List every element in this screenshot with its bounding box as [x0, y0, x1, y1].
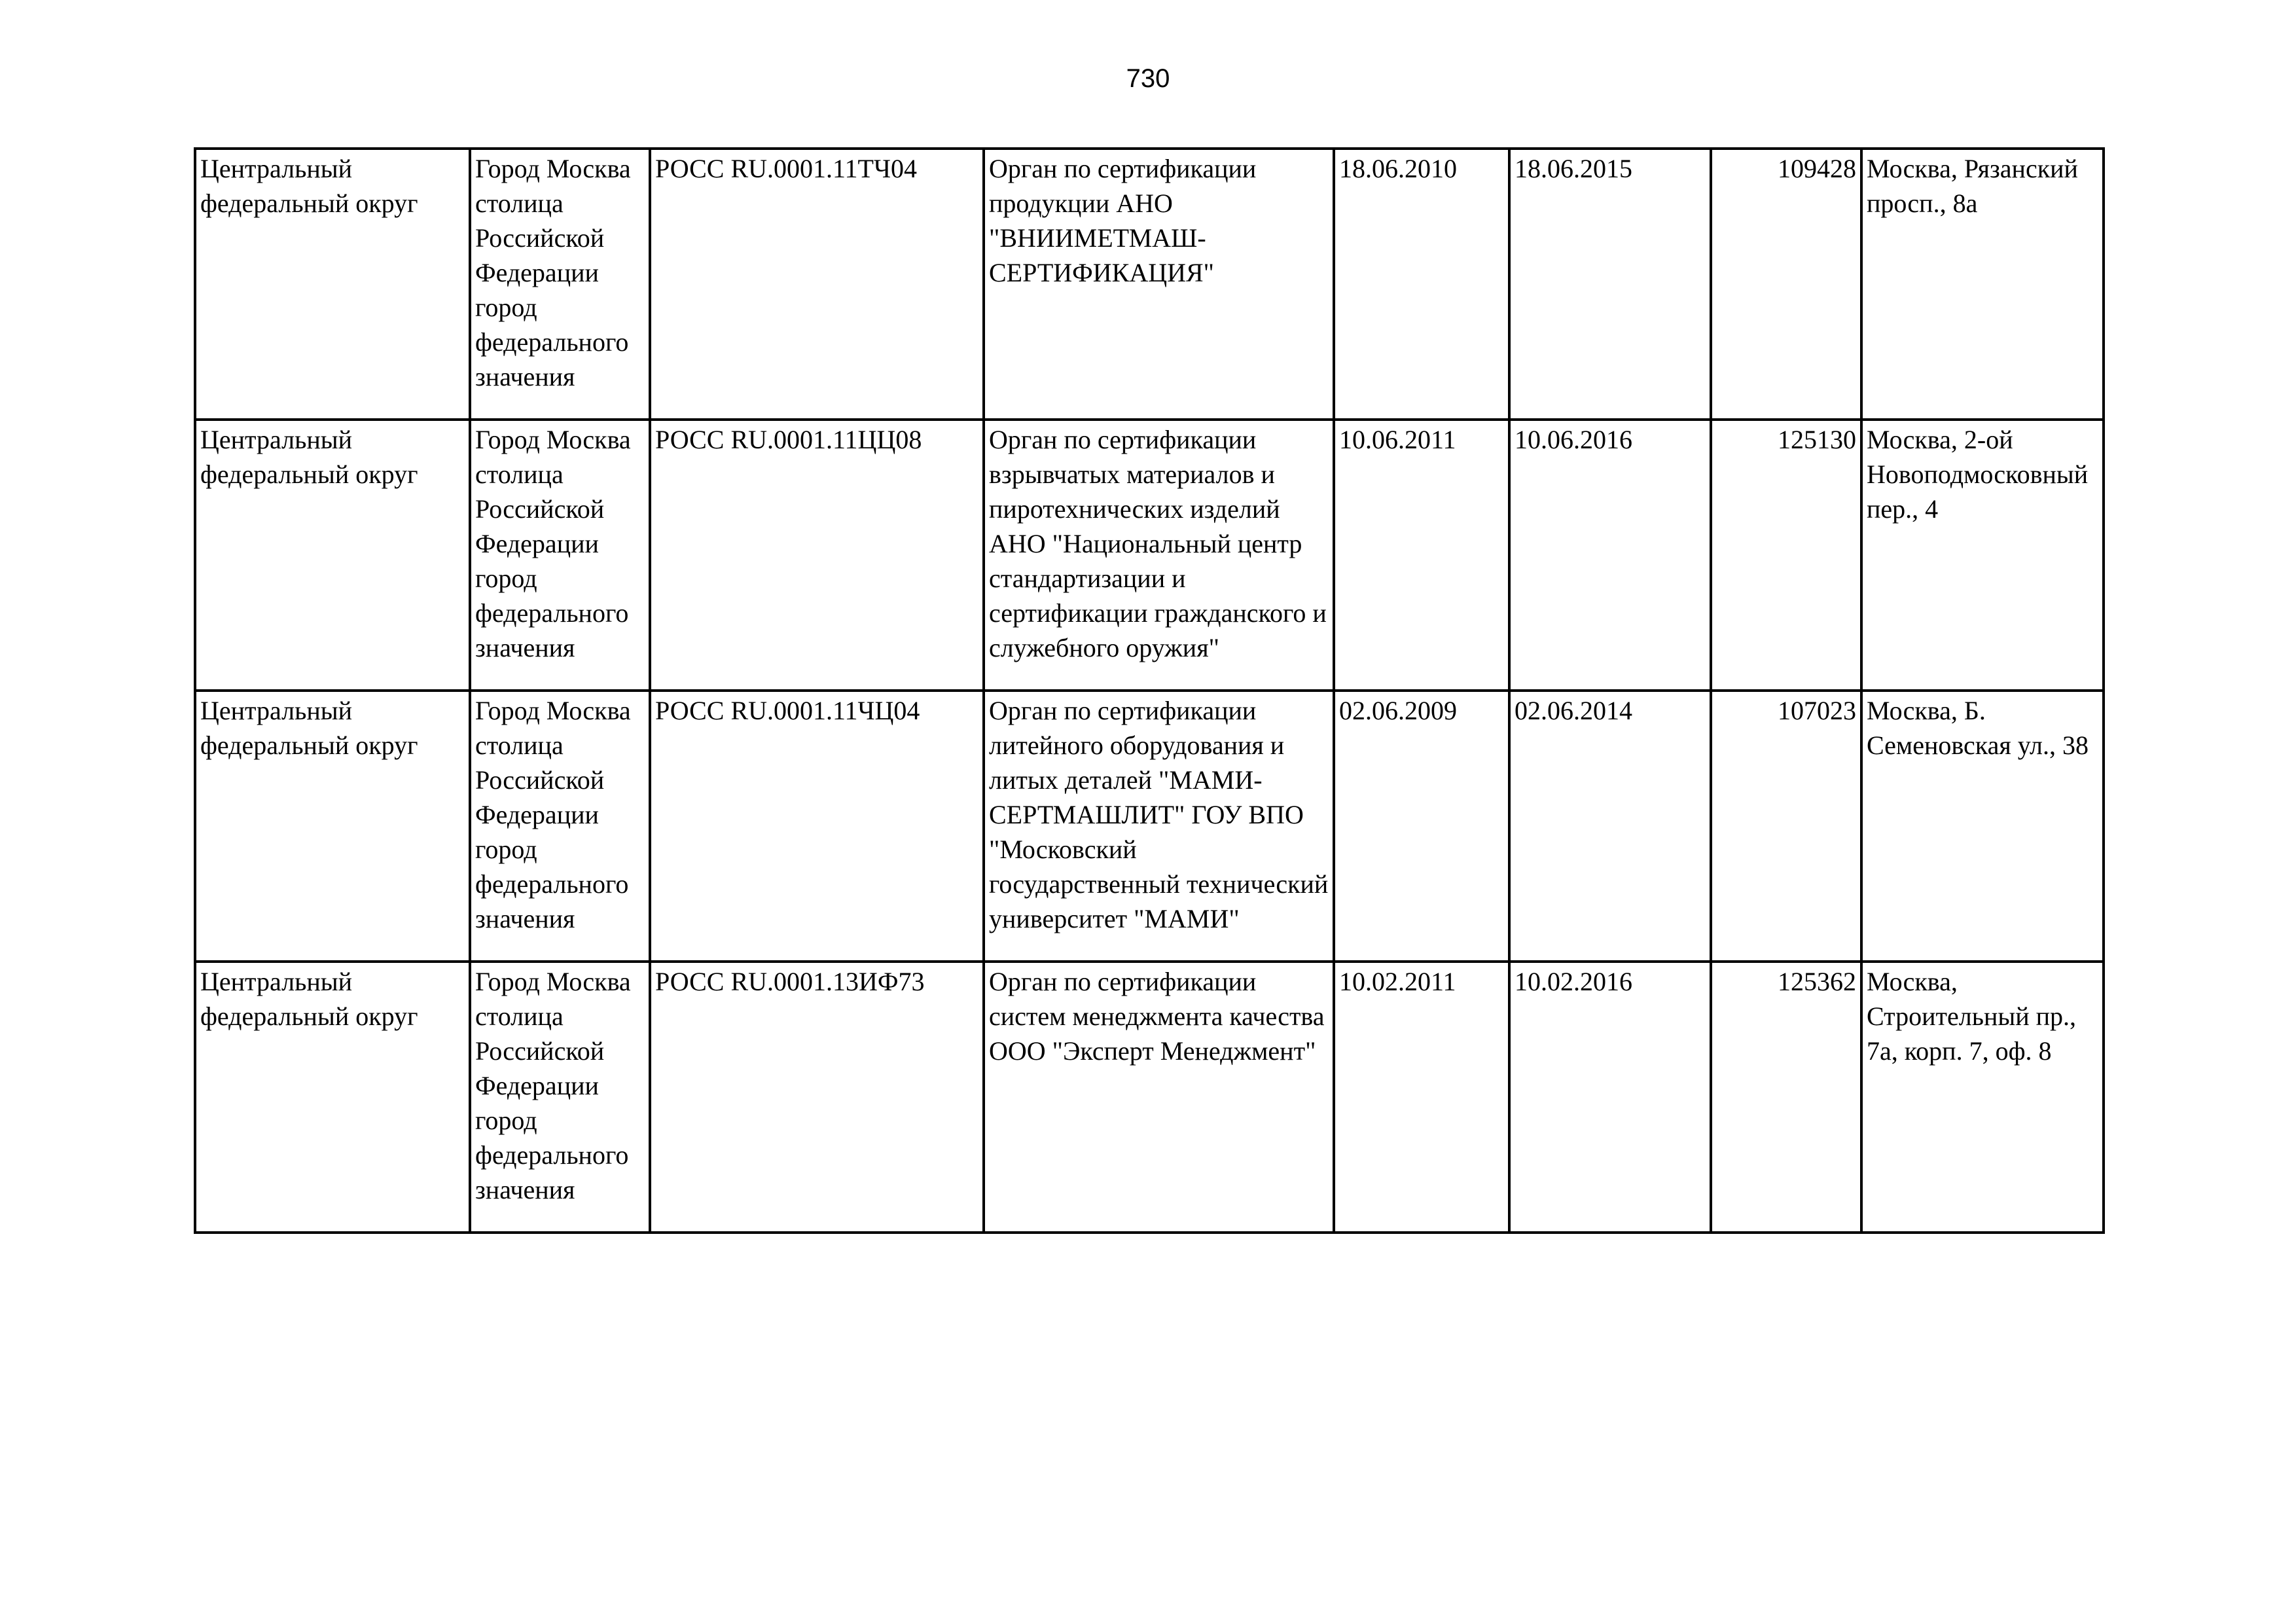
date-from-cell: 10.02.2011: [1334, 962, 1509, 1233]
district-cell: Центральный федеральный округ: [195, 149, 470, 420]
table-row: [195, 691, 2104, 962]
region-cell: Город Москва столица Российской Федерации город федерального значения: [470, 962, 650, 1233]
table-row: [195, 420, 2104, 691]
address-cell: Москва, 2-ой Новоподмосковный пер., 4: [1861, 420, 2104, 691]
district-cell: Центральный федеральный округ: [195, 691, 470, 962]
address-cell: Москва, Строительный пр., 7а, корп. 7, оф. 8: [1861, 962, 2104, 1233]
address-cell: Москва, Б. Семеновская ул., 38: [1861, 691, 2104, 962]
certification-bodies-table: [194, 147, 2105, 1234]
date-to-cell: 02.06.2014: [1509, 691, 1711, 962]
organization-cell: Орган по сертификации продукции АНО "ВНИИМЕТМАШ-СЕРТИФИКАЦИЯ": [984, 149, 1334, 420]
cert-number-cell: РОСС RU.0001.13ИФ73: [650, 962, 984, 1233]
organization-cell: Орган по сертификации взрывчатых материалов и пиротехнических изделий АНО "Национальный центр стандартизации и сертификации гражданского и служебного оружия": [984, 420, 1334, 691]
postal-code-cell: 125130: [1711, 420, 1861, 691]
date-from-cell: 02.06.2009: [1334, 691, 1509, 962]
date-from-cell: 10.06.2011: [1334, 420, 1509, 691]
cert-number-cell: РОСС RU.0001.11ЦЦ08: [650, 420, 984, 691]
address-cell: Москва, Рязанский просп., 8а: [1861, 149, 2104, 420]
table-row: [195, 149, 2104, 420]
postal-code-cell: 125362: [1711, 962, 1861, 1233]
cert-number-cell: РОСС RU.0001.11ЧЦ04: [650, 691, 984, 962]
page-number: 730: [1126, 64, 1170, 93]
organization-cell: Орган по сертификации систем менеджмента качества ООО "Эксперт Менеджмент": [984, 962, 1334, 1233]
table-row: [195, 962, 2104, 1233]
district-cell: Центральный федеральный округ: [195, 962, 470, 1233]
postal-code-cell: 109428: [1711, 149, 1861, 420]
region-cell: Город Москва столица Российской Федерации город федерального значения: [470, 149, 650, 420]
date-from-cell: 18.06.2010: [1334, 149, 1509, 420]
date-to-cell: 10.06.2016: [1509, 420, 1711, 691]
date-to-cell: 10.02.2016: [1509, 962, 1711, 1233]
district-cell: Центральный федеральный округ: [195, 420, 470, 691]
postal-code-cell: 107023: [1711, 691, 1861, 962]
cert-number-cell: РОСС RU.0001.11ТЧ04: [650, 149, 984, 420]
region-cell: Город Москва столица Российской Федерации город федерального значения: [470, 691, 650, 962]
date-to-cell: 18.06.2015: [1509, 149, 1711, 420]
region-cell: Город Москва столица Российской Федерации город федерального значения: [470, 420, 650, 691]
organization-cell: Орган по сертификации литейного оборудования и литых деталей "МАМИ-СЕРТМАШЛИТ" ГОУ ВПО "Московский государственный технический университет "МАМИ": [984, 691, 1334, 962]
